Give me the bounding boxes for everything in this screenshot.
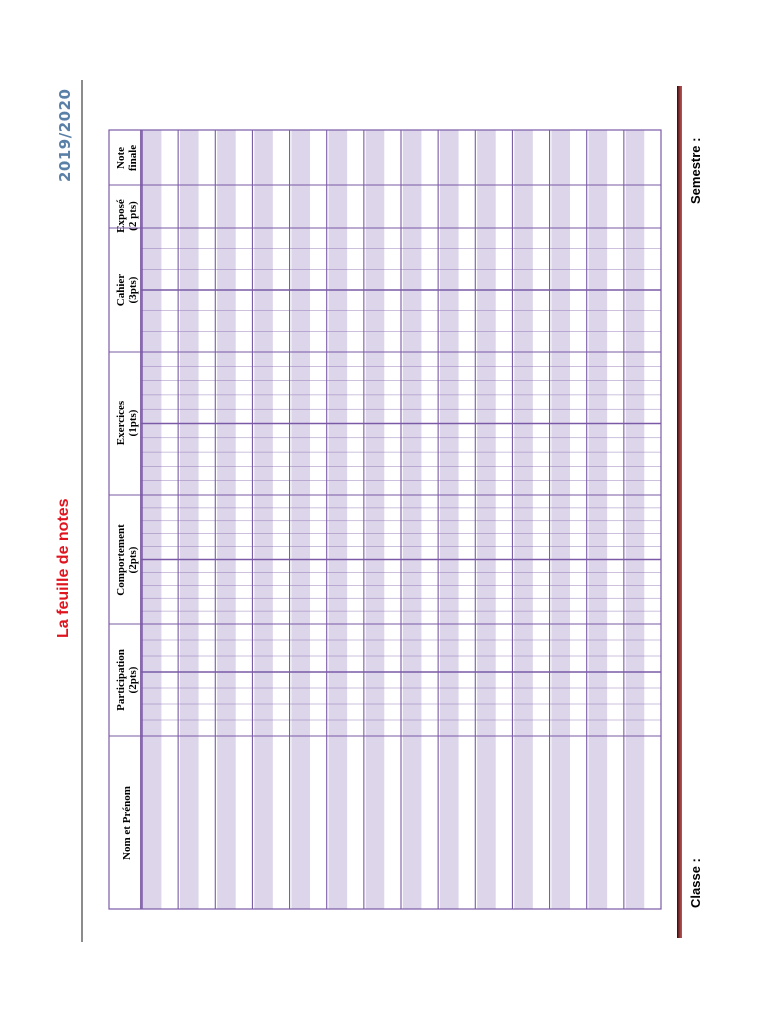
grade-cell[interactable] xyxy=(364,130,401,185)
student-name-cell[interactable] xyxy=(178,736,215,909)
grade-cell[interactable] xyxy=(624,228,661,352)
grade-cell[interactable] xyxy=(215,352,252,495)
grade-cell[interactable] xyxy=(512,495,549,624)
grade-cell[interactable] xyxy=(401,624,438,736)
grade-cell[interactable] xyxy=(475,624,512,736)
grade-cell[interactable] xyxy=(215,624,252,736)
grade-cell[interactable] xyxy=(401,495,438,624)
grade-cell[interactable] xyxy=(475,352,512,495)
grade-cell[interactable] xyxy=(364,185,401,228)
grade-cell[interactable] xyxy=(215,495,252,624)
student-name-cell[interactable] xyxy=(290,736,327,909)
grade-cell[interactable] xyxy=(438,185,475,228)
grade-cell[interactable] xyxy=(401,130,438,185)
grade-cell[interactable] xyxy=(252,624,289,736)
grade-cell[interactable] xyxy=(178,495,215,624)
grade-cell[interactable] xyxy=(475,130,512,185)
classe-label: Classe : xyxy=(688,858,703,908)
grade-cell[interactable] xyxy=(252,352,289,495)
semestre-label: Semestre : xyxy=(688,137,703,204)
grade-cell[interactable] xyxy=(475,228,512,352)
grade-cell[interactable] xyxy=(475,495,512,624)
grade-cell[interactable] xyxy=(438,624,475,736)
grade-cell[interactable] xyxy=(252,495,289,624)
grade-cell[interactable] xyxy=(364,228,401,352)
grade-cell[interactable] xyxy=(252,185,289,228)
student-name-cell[interactable] xyxy=(401,736,438,909)
grade-cell[interactable] xyxy=(587,495,624,624)
grade-cell[interactable] xyxy=(624,352,661,495)
grade-cell[interactable] xyxy=(624,495,661,624)
grade-cell[interactable] xyxy=(550,624,587,736)
grade-cell[interactable] xyxy=(550,352,587,495)
footer-rule xyxy=(677,86,682,938)
grade-cell[interactable] xyxy=(587,228,624,352)
grade-cell[interactable] xyxy=(178,624,215,736)
student-name-cell[interactable] xyxy=(215,736,252,909)
grade-cell[interactable] xyxy=(141,352,178,495)
grade-cell[interactable] xyxy=(512,352,549,495)
grade-cell[interactable] xyxy=(624,185,661,228)
grade-cell[interactable] xyxy=(178,130,215,185)
column-header-expose: Exposé (2 pts) xyxy=(115,199,139,233)
grade-cell[interactable] xyxy=(587,130,624,185)
grade-cell[interactable] xyxy=(550,228,587,352)
grade-cell[interactable] xyxy=(364,624,401,736)
student-name-cell[interactable] xyxy=(141,736,178,909)
column-header-note-finale: Note finale xyxy=(115,144,139,172)
grade-cell[interactable] xyxy=(178,228,215,352)
grade-cell[interactable] xyxy=(327,352,364,495)
column-header-exercices: Exercices (1pts) xyxy=(115,400,139,446)
grade-cell[interactable] xyxy=(252,130,289,185)
grade-cell[interactable] xyxy=(512,624,549,736)
grade-cell[interactable] xyxy=(141,624,178,736)
grade-cell[interactable] xyxy=(401,228,438,352)
grade-cell[interactable] xyxy=(141,185,178,228)
grade-cell[interactable] xyxy=(290,495,327,624)
grade-cell[interactable] xyxy=(327,624,364,736)
grade-cell[interactable] xyxy=(550,185,587,228)
grade-cell[interactable] xyxy=(587,624,624,736)
grade-cell[interactable] xyxy=(290,624,327,736)
grade-cell[interactable] xyxy=(364,352,401,495)
grade-cell[interactable] xyxy=(290,228,327,352)
grade-cell[interactable] xyxy=(587,352,624,495)
grade-cell[interactable] xyxy=(327,130,364,185)
student-name-cell[interactable] xyxy=(327,736,364,909)
student-name-cell[interactable] xyxy=(512,736,549,909)
student-name-cell[interactable] xyxy=(475,736,512,909)
student-name-cell[interactable] xyxy=(364,736,401,909)
grade-cell[interactable] xyxy=(290,352,327,495)
student-name-cell[interactable] xyxy=(252,736,289,909)
student-name-cell[interactable] xyxy=(438,736,475,909)
grade-cell[interactable] xyxy=(215,228,252,352)
student-name-cell[interactable] xyxy=(624,736,661,909)
grade-cell[interactable] xyxy=(438,495,475,624)
grade-cell[interactable] xyxy=(215,130,252,185)
grade-cell[interactable] xyxy=(290,185,327,228)
grade-cell[interactable] xyxy=(587,185,624,228)
grade-cell[interactable] xyxy=(141,495,178,624)
grade-cell[interactable] xyxy=(624,130,661,185)
grade-cell[interactable] xyxy=(178,185,215,228)
grade-cell[interactable] xyxy=(327,185,364,228)
column-header-cahier: Cahier (3pts) xyxy=(115,273,139,307)
grade-cell[interactable] xyxy=(252,228,289,352)
grade-cell[interactable] xyxy=(141,130,178,185)
grade-cell[interactable] xyxy=(290,130,327,185)
grade-cell[interactable] xyxy=(327,495,364,624)
column-header-comportement: Comportement (2pts) xyxy=(115,524,139,596)
grade-cell[interactable] xyxy=(512,130,549,185)
grade-cell[interactable] xyxy=(327,228,364,352)
grade-cell[interactable] xyxy=(624,624,661,736)
grade-cell[interactable] xyxy=(401,185,438,228)
grade-cell[interactable] xyxy=(178,352,215,495)
grade-cell[interactable] xyxy=(512,185,549,228)
page-title: La feuille de notes xyxy=(55,498,72,638)
grade-cell[interactable] xyxy=(215,185,252,228)
column-header-nom-prenom: Nom et Prénom xyxy=(121,786,133,860)
grade-cell[interactable] xyxy=(438,228,475,352)
grade-cell[interactable] xyxy=(141,228,178,352)
grade-cell[interactable] xyxy=(550,495,587,624)
grade-cell[interactable] xyxy=(438,130,475,185)
grade-cell[interactable] xyxy=(364,495,401,624)
student-name-cell[interactable] xyxy=(587,736,624,909)
grade-cell[interactable] xyxy=(401,352,438,495)
grade-cell[interactable] xyxy=(512,228,549,352)
grade-cell[interactable] xyxy=(550,130,587,185)
school-year: 2019/2020 xyxy=(56,88,74,182)
column-header-participation: Participation (2pts) xyxy=(115,649,139,711)
grade-cell[interactable] xyxy=(475,185,512,228)
student-name-cell[interactable] xyxy=(550,736,587,909)
left-divider xyxy=(81,80,83,942)
grade-cell[interactable] xyxy=(438,352,475,495)
